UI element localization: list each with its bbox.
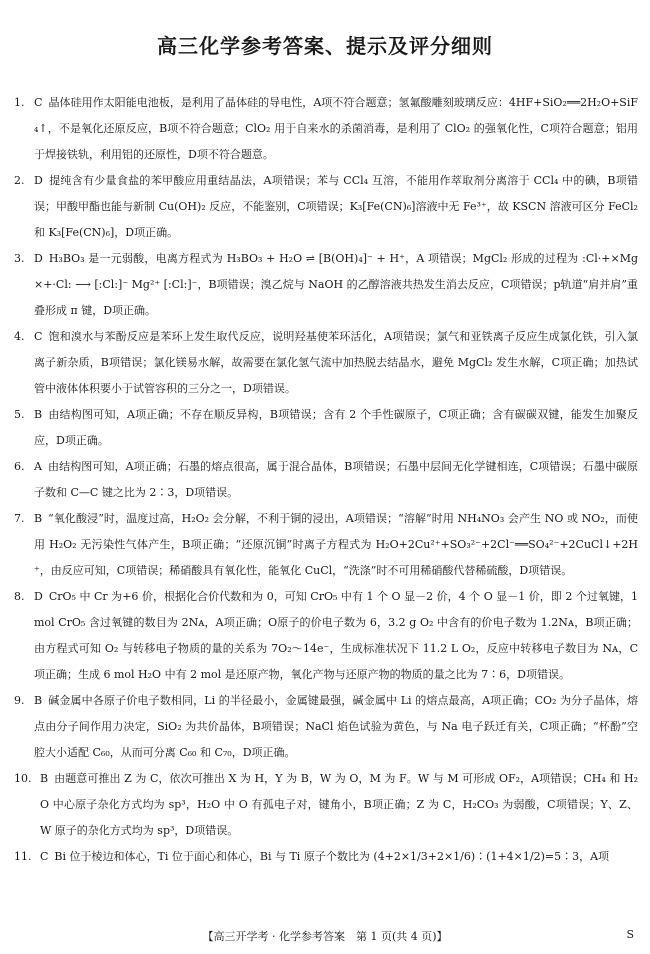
footer-code: S [626,928,634,941]
item-explanation: H₃BO₃ 是一元弱酸，电离方程式为 H₃BO₃ + H₂O ⇌ [B(OH)₄]⁻ + H⁺，A 项错误；MgCl₂ 形成的过程为 :Cl·+×Mg×+·Cl: ⟶ [:Cl:]⁻ Mg²⁺ [:Cl:]⁻，B项错误；溴乙烷与 NaOH 的乙醇溶液共热发生消去反应，C项错误；p轨道“肩并肩”重叠形成 π 键，D项正确。 [34,252,638,317]
item-number: 4. [14,330,25,343]
item-explanation: 碱金属中各原子价电子数相同，Li 的半径最小，金属键最强，碱金属中 Li 的熔点最高，A项正确；CO₂ 为分子晶体，熔点由分子间作用力决定，SiO₂ 为共价晶体，B项错误；NaCl 焰色试验为黄色，与 Na 电子跃迁有关，C项正确；“杯酚”空腔大小适配 C₆₀，从而可分离 C₆₀ 和 C₇₀，D项正确。 [34,694,638,759]
item-number: 1. [14,96,25,109]
item-explanation: Bi 位于棱边和体心，Ti 位于面心和体心，Bi 与 Ti 原子个数比为 (4+2×1/3+2×1/6)∶(1+4×1/2)=5∶3，A项 [54,850,610,863]
item-answer: B [34,408,43,421]
item-answer: C [34,330,43,343]
page-footer: 【高三开学考 · 化学参考答案 第 1 页(共 4 页)】 [202,930,448,943]
item-explanation: 饱和溴水与苯酚反应是苯环上发生取代反应，说明羟基使苯环活化，A项错误；氯气和亚铁离子反应生成氯化铁，引入氯离子新杂质，B项错误；氯化镁易水解，故需要在氯化氢气流中加热脱去结晶水，避免 MgCl₂ 发生水解，C项正确；加热试管中液体体积要小于试管容积的三分之一，D项错误。 [34,330,638,395]
item-number: 11. [14,850,32,863]
answer-item [14,246,638,324]
answer-item [14,402,638,454]
item-number: 2. [14,174,25,187]
item-answer: C [40,850,49,863]
item-answer: A [34,460,42,473]
item-answer: B [34,512,43,525]
item-explanation: 提纯含有少量食盐的苯甲酸应用重结晶法，A项错误；苯与 CCl₄ 互溶，不能用作萃取剂分离溶于 CCl₄ 中的碘，B项错误；甲酸甲酯也能与新制 Cu(OH)₂ 反应，不能鉴别，C项错误；K₃[Fe(CN)₆]溶液中无 Fe³⁺，故 KSCN 溶液可区分 FeCl₂ 和 K₃[Fe(CN)₆]，D项正确。 [34,174,638,239]
item-number: 9. [14,694,25,707]
item-answer: D [34,590,43,603]
answer-item [14,766,638,844]
item-explanation: 由题意可推出 Z 为 C，依次可推出 X 为 H，Y 为 B，W 为 O，M 为 F。W 与 M 可形成 OF₂，A项错误；CH₄ 和 H₂O 中心原子杂化方式均为 sp³，H₂O 中 O 有孤电子对，键角小，B项正确；Z 为 C，H₂CO₃ 为弱酸，C项错误；Y、Z、W 原子的杂化方式均为 sp³，D项错误。 [40,772,638,837]
answer-item [14,168,638,246]
answer-item [14,688,638,766]
item-explanation: 由结构图可知，A项正确；不存在顺反异构，B项错误；含有 2 个手性碳原子，C项正确；含有碳碳双键，能发生加聚反应，D项正确。 [34,408,638,447]
page-title: 高三化学参考答案、提示及评分细则 [157,34,493,58]
item-explanation: 由结构图可知，A项正确；石墨的熔点很高，属于混合晶体，B项错误；石墨中层间无化学键相连，C项错误；石墨中碳原子数和 C—C 键之比为 2∶3，D项错误。 [34,460,638,499]
item-number: 5. [14,408,25,421]
item-explanation: CrO₅ 中 Cr 为+6 价，根据化合价代数和为 0，可知 CrO₅ 中有 1 个 O 显－2 价，4 个 O 显－1 价，即 2 个过氧键，1 mol CrO₅ 含过氧键的数目为 2Nᴀ，A项正确；O原子的价电子数为 6，3.2 g O₂ 中含有的价电子数为 1.2Nᴀ，B项正确；由方程式可知 O₂ 与转移电子物质的量的关系为 7O₂～14e⁻，生成标准状况下 11.2 L O₂，反应中转移电子数目为 Nᴀ，C项正确；生成 6 mol H₂O 中有 2 mol 是还原产物，氧化产物与还原产物的物质的量之比为 7∶6，D项错误。 [34,590,638,681]
answer-item [14,506,638,584]
answer-item [14,90,638,168]
item-answer: B [40,772,49,785]
answer-list [14,90,638,870]
item-explanation: “氧化酸浸”时，温度过高，H₂O₂ 会分解，不利于铜的浸出，A项错误；“溶解”时用 NH₄NO₃ 会产生 NO 或 NO₂，而使用 H₂O₂ 无污染性气体产生，B项正确；“还原沉铜”时离子方程式为 H₂O+2Cu²⁺+SO₃²⁻+2Cl⁻══SO₄²⁻+2CuCl↓+2H⁺，由反应可知，C项错误；稀硝酸具有氧化性，能氧化 CuCl，“洗涤”时不可用稀硝酸代替稀硫酸，D项错误。 [34,512,638,577]
item-number: 3. [14,252,25,265]
answer-item [14,584,638,688]
answer-item [14,844,638,870]
answer-item [14,324,638,402]
item-answer: D [34,174,43,187]
answer-item [14,454,638,506]
item-number: 7. [14,512,25,525]
item-answer: B [34,694,43,707]
item-number: 8. [14,590,25,603]
item-explanation: 晶体硅用作太阳能电池板，是利用了晶体硅的导电性，A项不符合题意；氢氟酸雕刻玻璃反应：4HF+SiO₂══2H₂O+SiF₄↑，不是氧化还原反应，B项不符合题意；ClO₂ 用于自来水的杀菌消毒，是利用了 ClO₂ 的强氧化性，C项符合题意；铝用于焊接铁轨，利用铝的还原性，D项不符合题意。 [34,96,638,161]
item-answer: D [34,252,43,265]
item-number: 6. [14,460,25,473]
item-number: 10. [14,772,32,785]
item-answer: C [34,96,43,109]
